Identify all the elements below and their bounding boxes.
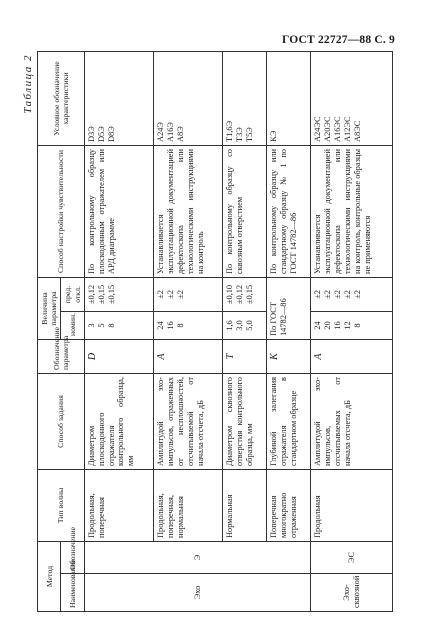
method-designation-echo: Э bbox=[84, 542, 310, 574]
parameters-table bbox=[37, 51, 393, 612]
conventional-codes-cell: A24ЭС A20ЭС A16ЭС A12ЭС A8ЭС bbox=[311, 52, 393, 146]
conventional-codes-cell: KЭ bbox=[267, 52, 311, 146]
table-row bbox=[84, 52, 153, 612]
sensitivity-method-cell: По контрольному образцу со сквозным отверстием bbox=[223, 146, 267, 278]
parameter-symbol-cell: T bbox=[223, 340, 267, 374]
parameter-symbol-cell: A bbox=[311, 340, 393, 374]
parameter-symbol-cell: A bbox=[153, 340, 222, 374]
header-parameter-designation: Обозначение параметра bbox=[38, 340, 85, 374]
setting-method-cell: Амплитудой эхо-импульсов, отраженных от несплошностей, отсчитываемой от начала отсчета, дБ bbox=[153, 374, 222, 470]
page-header: ГОСТ 22727—88 С. 9 bbox=[282, 34, 395, 46]
nominal-values-cell: 1,6 3,0 5,0 bbox=[223, 312, 267, 340]
wave-type-cell: Продольная bbox=[311, 470, 393, 542]
table-row bbox=[311, 52, 393, 612]
sensitivity-method-cell: По контрольному образцу плоскодонным отражателем или АРД диаграмме bbox=[84, 146, 153, 278]
nominal-values-cell: По ГОСТ 14782—86 bbox=[267, 278, 311, 340]
wave-type-cell: Поперечная многократно отраженная bbox=[267, 470, 311, 542]
method-designation-echo-through: ЭС bbox=[311, 542, 393, 574]
rotated-table-block bbox=[21, 52, 393, 612]
header-method-designation: Обозначение bbox=[61, 542, 84, 574]
nominal-values-cell: 3 5 8 bbox=[84, 312, 153, 340]
header-nominal: номин. bbox=[61, 312, 84, 340]
table-label: Таблица 2 bbox=[22, 54, 34, 114]
wave-type-cell: Продольная, поперечная bbox=[84, 470, 153, 542]
method-name-echo-through: Эхо-сквозной bbox=[311, 574, 393, 612]
conventional-codes-cell: A24Э A16Э A8Э bbox=[153, 52, 222, 146]
setting-method-cell: Глубиной залегания отражателя в стандартном образце bbox=[267, 374, 311, 470]
header-sensitivity-method: Способ настройки чувствительности bbox=[38, 146, 85, 278]
sensitivity-method-cell: По контрольному образцу или стандартному образцу № 1 по ГОСТ 14782—86 bbox=[267, 146, 311, 278]
conventional-codes-cell: D3Э D5Э D8Э bbox=[84, 52, 153, 146]
table-row bbox=[153, 52, 222, 612]
header-method: Метод bbox=[38, 542, 61, 612]
header-parameter-value: Величина параметра bbox=[38, 278, 61, 340]
table-row bbox=[223, 52, 267, 612]
header-method-name: Наименование bbox=[61, 574, 84, 612]
conventional-codes-cell: T1,6Э T3Э T5Э bbox=[223, 52, 267, 146]
tolerance-values-cell: ±0,10 ±0,12 ±0,15 bbox=[223, 278, 267, 312]
tolerance-values-cell: ±2 ±2 ±2 bbox=[153, 278, 222, 312]
nominal-values-cell: 24 20 16 12 8 bbox=[311, 312, 393, 340]
sensitivity-method-cell: Устанавливается эксплуатационной документацией дефектоскопа или технологическими инструкциями на контроль, контрольные образцы не применяются bbox=[311, 146, 393, 278]
header-tolerance: пред. откл. bbox=[61, 278, 84, 312]
header-wave-type: Тип волны bbox=[38, 470, 85, 542]
setting-method-cell: Диаметром сквозного отверстия контрольного образца, мм bbox=[223, 374, 267, 470]
tolerance-values-cell: ±2 ±2 ±2 ±2 ±2 bbox=[311, 278, 393, 312]
wave-type-cell: Нормальная bbox=[223, 470, 267, 542]
header-conventional-designation: Условное обозначение характеристики bbox=[38, 52, 85, 146]
header-setting-method: Способ задания bbox=[38, 374, 85, 470]
setting-method-cell: Амплитудой эхо-импульсов, отсчитываемых от начала отсчета, дБ bbox=[311, 374, 393, 470]
parameter-symbol-cell: K bbox=[267, 340, 311, 374]
table-row bbox=[267, 52, 311, 612]
sensitivity-method-cell: Устанавливается эксплуатационной документацией дефектоскопа или технологическими инструкциями на контроль bbox=[153, 146, 222, 278]
parameter-symbol-cell: D bbox=[84, 340, 153, 374]
header-row-top bbox=[38, 52, 61, 612]
setting-method-cell: Диаметром плоскодонного отражателя контрольного образца, мм bbox=[84, 374, 153, 470]
wave-type-cell: Продольная, поперечная, нормальная bbox=[153, 470, 222, 542]
method-name-echo: Эхо bbox=[84, 574, 310, 612]
nominal-values-cell: 24 16 8 bbox=[153, 312, 222, 340]
tolerance-values-cell: ±0,12 ±0,15 ±0,15 bbox=[84, 278, 153, 312]
